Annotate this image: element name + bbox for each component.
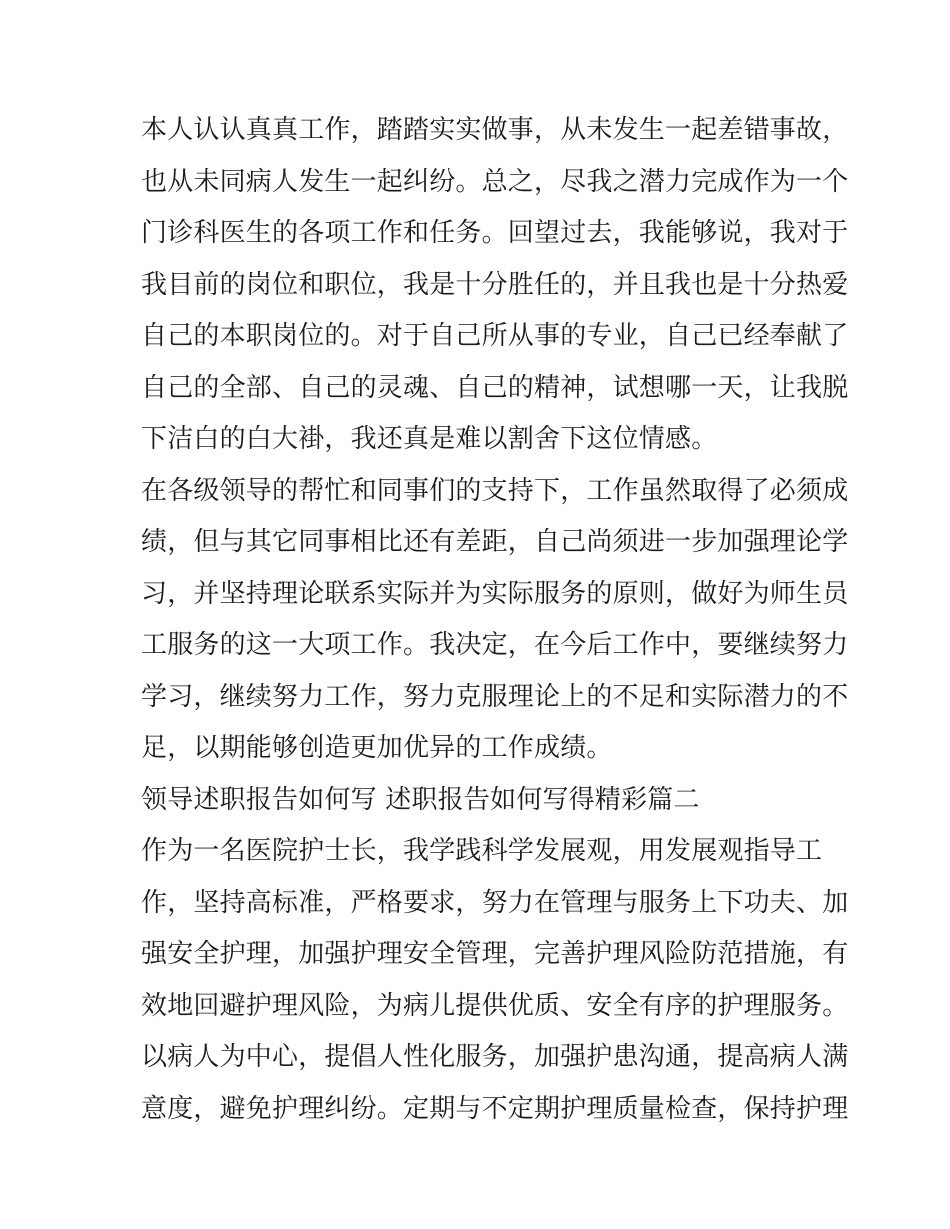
text-line: 自己的本职岗位的。对于自己所从事的专业，自己已经奉献了 bbox=[141, 321, 849, 351]
text-line: 工服务的这一大项工作。我决定，在今后工作中，要继续努力 bbox=[141, 630, 849, 660]
text-line: 作，坚持高标准，严格要求，努力在管理与服务上下功夫、加 bbox=[141, 887, 849, 918]
text-line: 意度，避免护理纠纷。定期与不定期护理质量检查，保持护理 bbox=[141, 1093, 849, 1124]
text-line: 足，以期能够创造更加优异的工作成绩。 bbox=[141, 733, 613, 763]
text-line: 强安全护理，加强护理安全管理，完善护理风险防范措施，有 bbox=[141, 939, 849, 969]
text-line: 自己的全部、自己的灵魂、自己的精神，试想哪一天，让我脱 bbox=[141, 372, 849, 403]
text-line: 我目前的岗位和职位，我是十分胜任的，并且我也是十分热爱 bbox=[141, 269, 849, 300]
text-line: 下洁白的白大褂，我还真是难以割舍下这位情感。 bbox=[141, 424, 718, 454]
text-line: 效地回避护理风险，为病儿提供优质、安全有序的护理服务。 bbox=[141, 990, 849, 1021]
text-line: 本人认认真真工作，踏踏实实做事，从未发生一起差错事故， bbox=[141, 115, 849, 145]
text-line: 以病人为中心，提倡人性化服务，加强护患沟通，提高病人满 bbox=[141, 1042, 849, 1072]
text-line: 作为一名医院护士长，我学践科学发展观，用发展观指导工 bbox=[141, 836, 823, 866]
section-heading: 领导述职报告如何写 述职报告如何写得精彩篇二 bbox=[141, 784, 700, 815]
document-body bbox=[141, 105, 849, 1135]
text-line: 绩，但与其它同事相比还有差距，自己尚须进一步加强理论学 bbox=[141, 527, 849, 557]
text-line: 门诊科医生的各项工作和任务。回望过去，我能够说，我对于 bbox=[141, 218, 849, 248]
text-line: 在各级领导的帮忙和同事们的支持下，工作虽然取得了必须成 bbox=[141, 475, 849, 506]
text-line: 习，并坚持理论联系实际并为实际服务的原则，做好为师生员 bbox=[141, 578, 849, 609]
text-line: 也从未同病人发生一起纠纷。总之，尽我之潜力完成作为一个 bbox=[141, 166, 849, 197]
text-line: 学习，继续努力工作，努力克服理论上的不足和实际潜力的不 bbox=[141, 681, 849, 712]
